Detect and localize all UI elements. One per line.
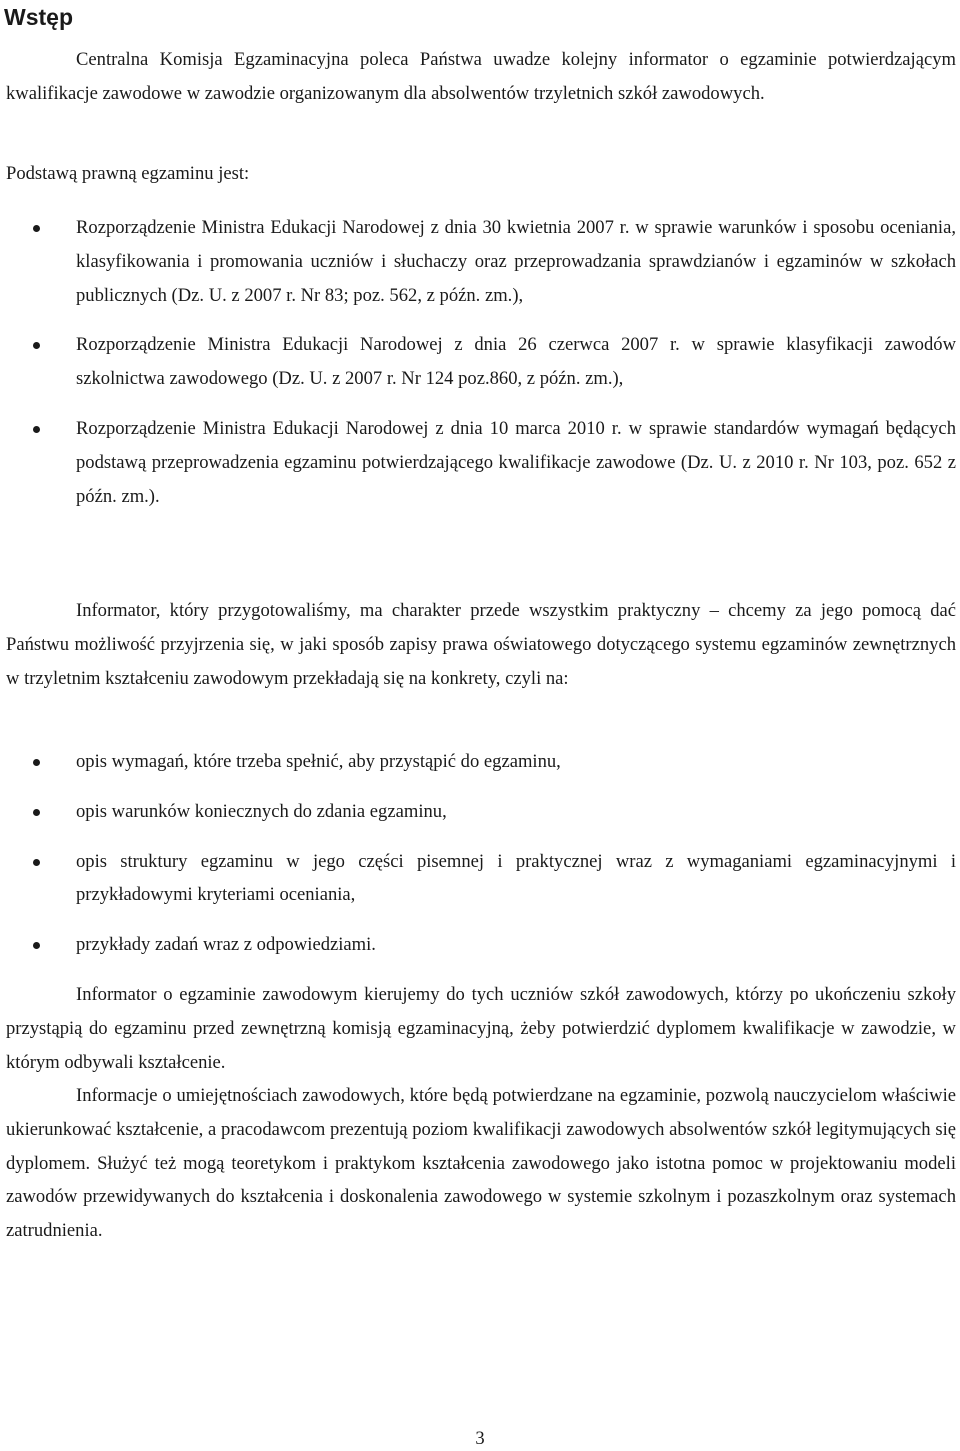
list-item-text: opis warunków koniecznych do zdania egzaminu,: [76, 800, 447, 822]
bullet-icon: [33, 759, 40, 766]
bullet-icon: [33, 426, 40, 433]
list-item: [0, 745, 956, 779]
list-item: [0, 795, 956, 829]
section-heading: Wstęp: [4, 4, 73, 30]
list-item: [0, 845, 956, 913]
legal-basis-label: Podstawą prawną egzaminu jest:: [6, 163, 250, 184]
bullet-icon: [33, 942, 40, 949]
contents-list: [0, 745, 956, 962]
legal-acts-list: [0, 211, 956, 513]
list-item: [0, 928, 956, 962]
list-item-text: Rozporządzenie Ministra Edukacji Narodowej z dnia 10 marca 2010 r. w sprawie standardów wymagań będących podstawą przeprowadzenia egzaminu potwierdzającego kwalifikacje zawodowe (Dz. U. z 2010 r. Nr 103, poz. 652 z późn. zm.).: [76, 417, 956, 507]
list-item-text: przykłady zadań wraz z odpowiedziami.: [76, 934, 376, 956]
list-item-text: Rozporządzenie Ministra Edukacji Narodowej z dnia 26 czerwca 2007 r. w sprawie klasyfikacji zawodów szkolnictwa zawodowego (Dz. U. z 2007 r. Nr 124 poz.860, z późn. zm.),: [76, 334, 956, 390]
list-item-text: opis wymagań, które trzeba spełnić, aby przystąpić do egzaminu,: [76, 751, 561, 772]
bullet-icon: [33, 809, 40, 816]
page-number: 3: [475, 1428, 485, 1449]
intro-paragraph: Centralna Komisja Egzaminacyjna poleca Państwa uwadze kolejny informator o egzaminie potwierdzającym kwalifikacje zawodowe w zawodzie organizowanym dla absolwentów trzyletnich szkół zawodowych.: [6, 49, 956, 104]
bullet-icon: [33, 342, 40, 349]
bullet-icon: [33, 859, 40, 866]
audience-paragraph: Informator o egzaminie zawodowym kierujemy do tych uczniów szkół zawodowych, którzy po ukończeniu szkoły przystąpią do egzaminu przed zewnętrzną komisją egzaminacyjną, żeby potwierdzić dyplomem kwalifikacje w zawodzie, w którym odbywali kształcenie.: [6, 984, 956, 1073]
list-item: [0, 211, 956, 312]
list-item: [0, 412, 956, 513]
list-item-text: opis struktury egzaminu w jego części pisemnej i praktycznej wraz z wymaganiami egzaminacyjnymi i przykładowymi kryteriami oceniania,: [76, 850, 956, 906]
informator-paragraph: Informator, który przygotowaliśmy, ma charakter przede wszystkim praktyczny – chcemy za jego pomocą dać Państwu możliwość przyjrzenia się, w jaki sposób zapisy prawa oświatowego dotyczącego systemu egzaminów zewnętrznych w trzyletnim kształceniu zawodowym przekładają się na konkrety, czyli na:: [6, 600, 956, 689]
list-item: [0, 328, 956, 396]
skills-paragraph: Informacje o umiejętnościach zawodowych, które będą potwierdzane na egzaminie, pozwolą nauczycielom właściwie ukierunkować kształcenie, a pracodawcom prezentują poziom kwalifikacji zawodowych absolwentów szkół legitymujących się dyplomem. Służyć też mogą teoretykom i praktykom kształcenia zawodowego jako istotna pomoc w projektowaniu modeli zawodów przewidywanych do kształcenia i doskonalenia zawodowego w systemie szkolnym i pozaszkolnym oraz systemach zatrudnienia.: [6, 1085, 956, 1242]
list-item-text: Rozporządzenie Ministra Edukacji Narodowej z dnia 30 kwietnia 2007 r. w sprawie warunków i sposobu oceniania, klasyfikowania i promowania uczniów i słuchaczy oraz przeprowadzania sprawdzianów i egzaminów w szkołach publicznych (Dz. U. z 2007 r. Nr 83; poz. 562, z późn. zm.),: [76, 217, 956, 306]
bullet-icon: [33, 225, 40, 232]
